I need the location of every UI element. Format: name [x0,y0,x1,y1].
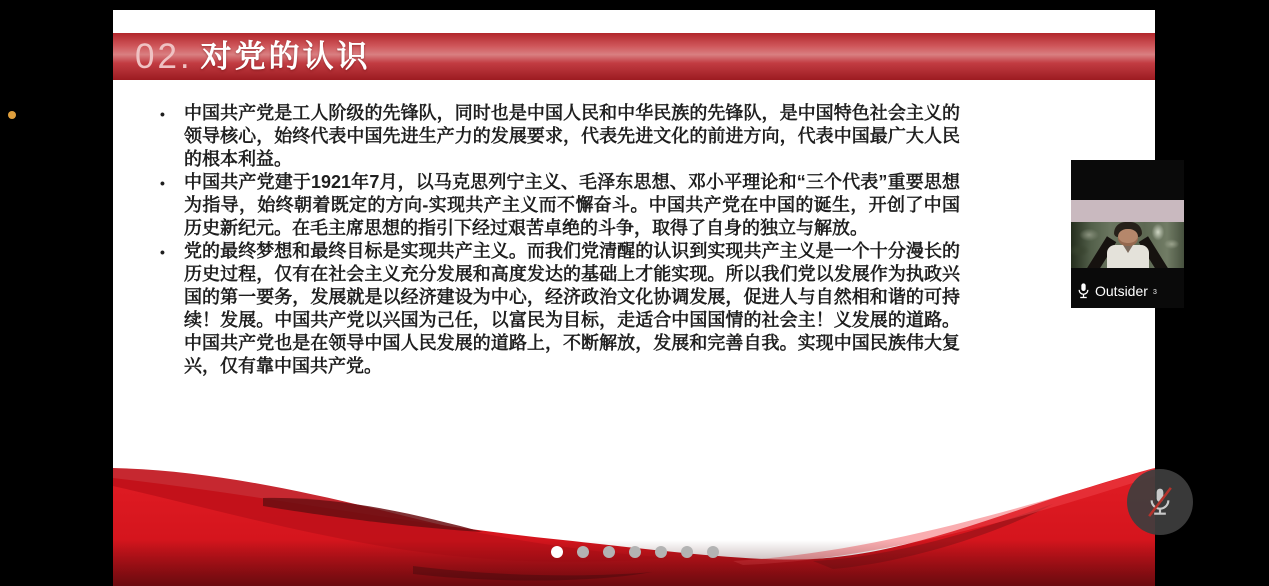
red-ribbon-graphic [113,440,1155,586]
participant-label [1077,282,1157,300]
bullet-item [160,171,960,240]
mute-microphone-button[interactable] [1127,469,1193,535]
slide-body [160,102,960,378]
bullet-text: 党的最终梦想和最终目标是实现共产主义。而我们党清醒的认识到实现共产主义是一个十分漫长的历史过程，仅有在社会主义充分发展和高度发达的基础上才能实现。所以我们党以发展作为执政兴国的第一要务，发展就是以经济建设为中心，经济政治文化协调发展，促进人与自然相和谐的可持续！发展。中国共产党以兴国为己任，以富民为目标，走适合中国国情的社会主！义发展的道路。中国共产党也是在领导中国人民发展的道路上，不断解放，发展和完善自我。实现中国民族伟大复兴，仅有靠中国共产党。 [184,241,960,376]
bullet-text: 中国共产党是工人阶级的先锋队，同时也是中国人民和中华民族的先锋队，是中国特色社会主义的领导核心，始终代表中国先进生产力的发展要求，代表先进文化的前进方向，代表中国最广大人民的根本利益。 [184,103,960,169]
annotation-dot [8,111,16,119]
slide-title: 对党的认识 [200,39,371,74]
pagination-dot[interactable] [707,546,719,558]
webcam-background-shelves [1071,222,1184,268]
pagination-dot[interactable] [577,546,589,558]
bullet-glyph: • [160,244,165,260]
participant-name: Outsider [1095,283,1148,299]
participant-name-suffix: ɜ [1152,286,1158,296]
microphone-muted-icon [1140,482,1180,522]
webcam-panel[interactable] [1071,160,1184,308]
microphone-icon [1077,282,1090,300]
bullet-list [160,102,960,378]
pagination-dot[interactable] [681,546,693,558]
bullet-item [160,102,960,171]
pagination-dot[interactable] [603,546,615,558]
pagination-dots [551,546,719,558]
participant-collar [1123,245,1133,253]
pagination-dot[interactable] [655,546,667,558]
webcam-video-feed [1071,200,1184,268]
bullet-glyph: • [160,175,165,191]
presentation-slide [113,10,1158,586]
section-number: 02. [135,37,193,76]
bullet-glyph: • [160,106,165,122]
pagination-dot[interactable] [551,546,563,558]
participant-face [1118,229,1138,246]
webcam-background-wall [1071,200,1184,222]
bullet-text: 中国共产党建于1921年7月，以马克思列宁主义、毛泽东思想、邓小平理论和“三个代表”重要思想为指导，始终朝着既定的方向-实现共产主义而不懈奋斗。中国共产党在中国的诞生，开创了中国历史新纪元。在毛主席思想的指引下经过艰苦卓绝的斗争，取得了自身的独立与解放。 [184,172,960,238]
bullet-item [160,240,960,378]
slide-header-banner [113,33,1155,80]
pagination-dot[interactable] [629,546,641,558]
